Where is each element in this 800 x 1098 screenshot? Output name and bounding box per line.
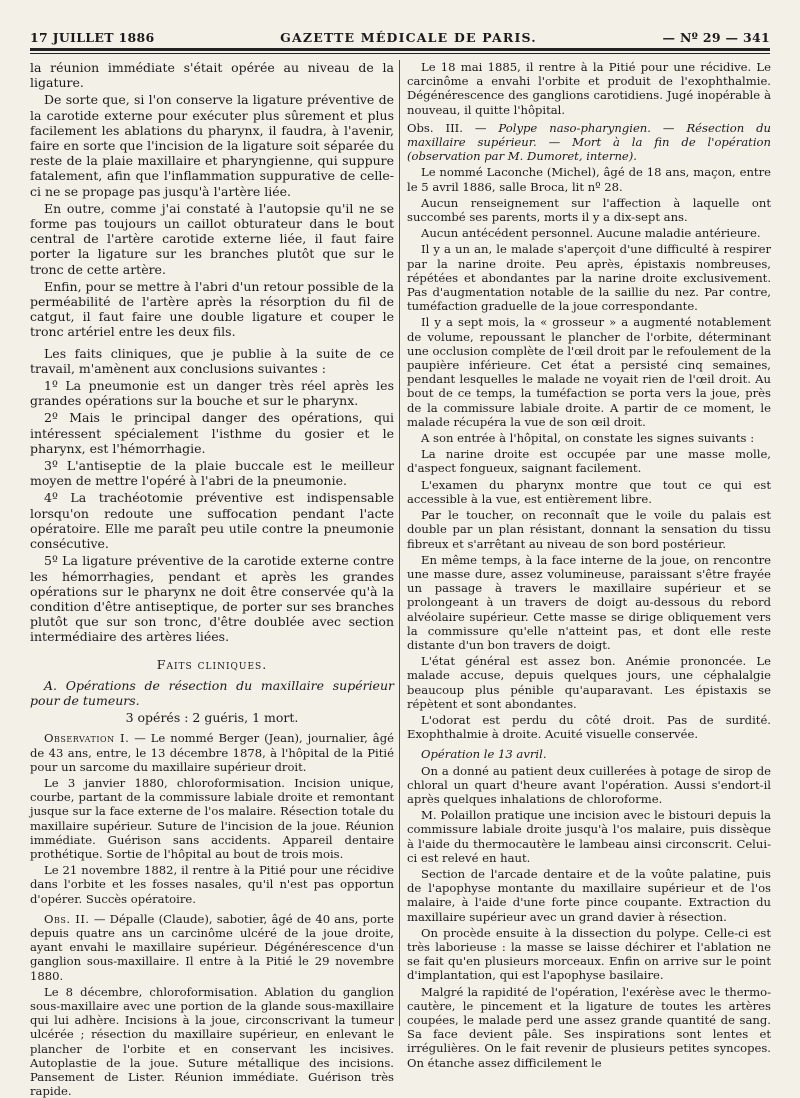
paragraph: L'odorat est perdu du côté droit. Pas de surdité. Exophthalmie à droite. Acuité visuelle conservée.	[407, 712, 771, 742]
paragraph: Aucun renseignement sur l'affection à laquelle ont succombé ses parents, morts il y a dix-sept ans.	[407, 195, 771, 225]
paragraph: On a donné au patient deux cuillerées à potage de sirop de chloral un quart d'heure avant l'opération. Aussi s'endort-il après quelques inhalations de chloroforme.	[407, 763, 771, 806]
paragraph: Le 8 décembre, chloroformisation. Ablation du ganglion sous-maxillaire avec une portion de la glande sous-maxillaire qui lui adhère. Incisions à la joue, circonscrivant la tumeur ulcérée ; résection du maxillaire supérieur, en enlevant le plancher de l'orbite et en conservant les incisives. Autoplastie de la joue. Suture métallique des incisions. Pansement de Lister. Réunion immédiate. Guérison très rapide.	[30, 984, 394, 1098]
paragraph: Le nommé Laconche (Michel), âgé de 18 ans, maçon, entre le 5 avril 1886, salle Broca, lit nº 28.	[407, 165, 771, 194]
paragraph: De sorte que, si l'on conserve la ligature préventive de la carotide externe pour exécuter plus sûrement et plus facilement les ablations du pharynx, il faudra, à l'avenir, faire en sorte que l'incision de la ligature soit séparée du reste de la plaie maxillaire et pharyngienne, qui suppure fatalement, afin que l'inflammation suppurative de celle-ci ne se propage pas jusqu'à l'artère liée.	[30, 92, 394, 199]
observation-label: Observation I.	[44, 731, 130, 746]
right-column	[407, 60, 771, 1070]
observation-1	[30, 731, 394, 774]
paragraph: Les faits cliniques, que je publie à la suite de ce travail, m'amènent aux conclusions suivantes :	[30, 345, 394, 376]
paragraph: L'état général est assez bon. Anémie prononcée. Le malade accuse, depuis quelques jours, une céphalalgie beaucoup plus pénible qu'auparavant. Les épistaxis se répètent et sont abondantes.	[407, 654, 771, 711]
issue-number: — Nº 29 — 341	[662, 29, 770, 45]
paragraph: Par le toucher, on reconnaît que le voile du palais est double par un plan résistant, donnant la sensation du tissu fibreux et s'arrêtant au niveau de son bord postérieur.	[407, 508, 771, 551]
operation-heading: Opération le 13 avril.	[421, 747, 547, 762]
header-rule-thin	[30, 53, 770, 54]
paragraph: Malgré la rapidité de l'opération, l'exérèse avec le thermo-cautère, le pincement et la ligature de toutes les artères coupées, le malade perd une assez grande quantité de sang. Sa face devient pâle. Ses inspirations sont lentes et irrégulières. On le fait revenir de plusieurs petites syncopes. On étanche assez difficilement le	[407, 984, 771, 1070]
journal-title: GAZETTE MÉDICALE DE PARIS.	[280, 29, 537, 45]
paragraph: Section de l'arcade dentaire et de la voûte palatine, puis de l'apophyse montante du maxillaire supérieur et de l'os malaire, à l'aide d'une forte pince coupante. Extraction du maxillaire supérieur avec un grand davier à résection.	[407, 866, 771, 924]
paragraph: M. Polaillon pratique une incision avec le bistouri depuis la commissure labiale droite jusqu'à l'os malaire, puis dissèque à l'aide du thermocautère le lambeau ainsi circonscrit. Celui-ci est relevé en haut.	[407, 808, 771, 865]
column-divider	[399, 60, 400, 1026]
observation-label: Obs. III.	[407, 120, 463, 135]
paragraph: L'examen du pharynx montre que tout ce qui est accessible à la vue, est entièrement libre.	[407, 477, 771, 506]
paragraph: En même temps, à la face interne de la joue, on rencontre une masse dure, assez volumineuse, paraissant s'être frayée un passage à travers le maxillaire supérieur et se prolongeant à un travers de doigt au-dessous du rebord alvéolaire supérieur. Cette masse se dirige obliquement vers la commissure qu'elle n'atteint pas, et dont elle reste distante d'un bon travers de doigt.	[407, 552, 771, 652]
observation-title: — Polype naso-pharyngien. — Résection du maxillaire supérieur. — Mort à la fin de l'opération (observation par M. Dumoret, interne).	[407, 120, 771, 164]
paragraph: Il y a sept mois, la « grosseur » a augmenté notablement de volume, repoussant le plancher de l'orbite, déterminant une occlusion complète de l'œil droit par le refoulement de la paupière inférieure. Cet état a persisté cinq semaines, pendant lesquelles le malade ne voyait rien de l'œil droit. Au bout de ce temps, la tuméfaction se porta vers la joue, près de la commissure labiale droite. A partir de ce moment, le malade récupéra la vue de son œil droit.	[407, 315, 771, 429]
paragraph: A son entrée à l'hôpital, on constate les signes suivants :	[421, 431, 755, 446]
section-heading: Faits cliniques.	[156, 656, 268, 672]
paragraph: En outre, comme j'ai constaté à l'autopsie qu'il ne se forme pas toujours un caillot obturateur dans le bout central de l'artère carotide externe liée, il faut faire porter la ligature sur les branches plutôt que sur le tronc de cette artère.	[30, 200, 394, 277]
paragraph: On procède ensuite à la dissection du polype. Celle-ci est très laborieuse : la masse se laisse déchirer et l'ablation ne se fait qu'en plusieurs morceaux. Enfin on arrive sur le point d'implantation, qui est l'apophyse basilaire.	[407, 925, 771, 983]
conclusion-1: 1º La pneumonie est un danger très réel après les grandes opérations sur la bouche et sur le pharynx.	[30, 378, 394, 409]
paragraph: Il y a un an, le malade s'aperçoit d'une difficulté à respirer par la narine droite. Peu après, épistaxis nombreuses, répétées et abondantes par la narine droite exclusivement. Pas d'augmentation notable de la saillie du nez. Par contre, tuméfaction graduelle de la joue correspondante.	[407, 242, 771, 314]
observation-text: — Le nommé Berger (Jean), journalier, âgé de 43 ans, entre, le 13 décembre 1878, à l'hôpital de la Pitié pour un sarcome du maxillaire supérieur droit.	[30, 731, 394, 774]
observation-3	[407, 121, 771, 164]
paragraph: Le 21 novembre 1882, il rentre à la Pitié pour une récidive dans l'orbite et les fosses nasales, qu'il n'est pas opportun d'opérer. Succès opératoire.	[30, 863, 394, 906]
observation-2	[30, 912, 394, 983]
case-tally: 3 opérés : 2 guéris, 1 mort.	[125, 710, 299, 726]
paragraph: Le 18 mai 1885, il rentre à la Pitié pour une récidive. Le carcinôme a envahi l'orbite et produit de l'exophthalmie. Dégénérescence des ganglions carotidiens. Jugé inopérable à nouveau, il quitte l'hôpital.	[407, 60, 771, 117]
paragraph: Enfin, pour se mettre à l'abri d'un retour possible de la perméabilité de l'artère après la résorption du fil de catgut, il faut faire une double ligature et couper le tronc artériel entre les deux fils.	[30, 278, 394, 340]
page-header	[30, 26, 770, 48]
observation-label: Obs. II.	[44, 911, 90, 926]
paragraph: Aucun antécédent personnel. Aucune maladie antérieure.	[421, 226, 761, 241]
header-date: 17 JUILLET 1886	[30, 29, 155, 45]
paragraph: Le 3 janvier 1880, chloroformisation. Incision unique, courbe, partant de la commissure labiale droite et remontant jusque sur la face externe de l'os malaire. Résection totale du maxillaire supérieur. Suture de l'incision de la joue. Réunion immédiate. Guérison sans accidents. Appareil dentaire prothétique. Sortie de l'hôpital au bout de trois mois.	[30, 775, 394, 861]
conclusion-2: 2º Mais le principal danger des opérations, qui intéressent spécialement l'isthme du gosier et le pharynx, est l'hémorrhagie.	[30, 410, 394, 456]
paragraph: La narine droite est occupée par une masse molle, d'aspect fongueux, saignant facilement.	[407, 447, 771, 476]
observation-text: — Dépalle (Claude), sabotier, âgé de 40 ans, porte depuis quatre ans un carcinôme ulcéré de la joue droite, ayant envahi le maxillaire supérieur. Dégénérescence d'un ganglion sous-maxillaire. Il entre à la Pitié le 29 novembre 1880.	[30, 911, 394, 983]
conclusion-4: 4º La trachéotomie préventive est indispensable lorsqu'on redoute une suffocation pendant l'acte opératoire. Elle me paraît peu utile contre la pneumonie consécutive.	[30, 490, 394, 552]
conclusion-5: 5º La ligature préventive de la carotide externe contre les hémorrhagies, pendant et après les grandes opérations sur le pharynx ne doit être conservée qu'à la condition d'être antiseptique, de porter sur ses branches plutôt que sur son tronc, d'être doublée avec section intermédiaire des artères liées.	[30, 553, 394, 645]
left-column	[30, 60, 394, 1098]
subsection-heading: A. Opérations de résection du maxillaire supérieur pour de tumeurs.	[30, 677, 394, 708]
paragraph: la réunion immédiate s'était opérée au niveau de la ligature.	[30, 60, 394, 91]
header-rule-thick	[30, 48, 770, 51]
conclusion-3: 3º L'antiseptie de la plaie buccale est le meilleur moyen de mettre l'opéré à l'abri de la pneumonie.	[30, 458, 394, 489]
